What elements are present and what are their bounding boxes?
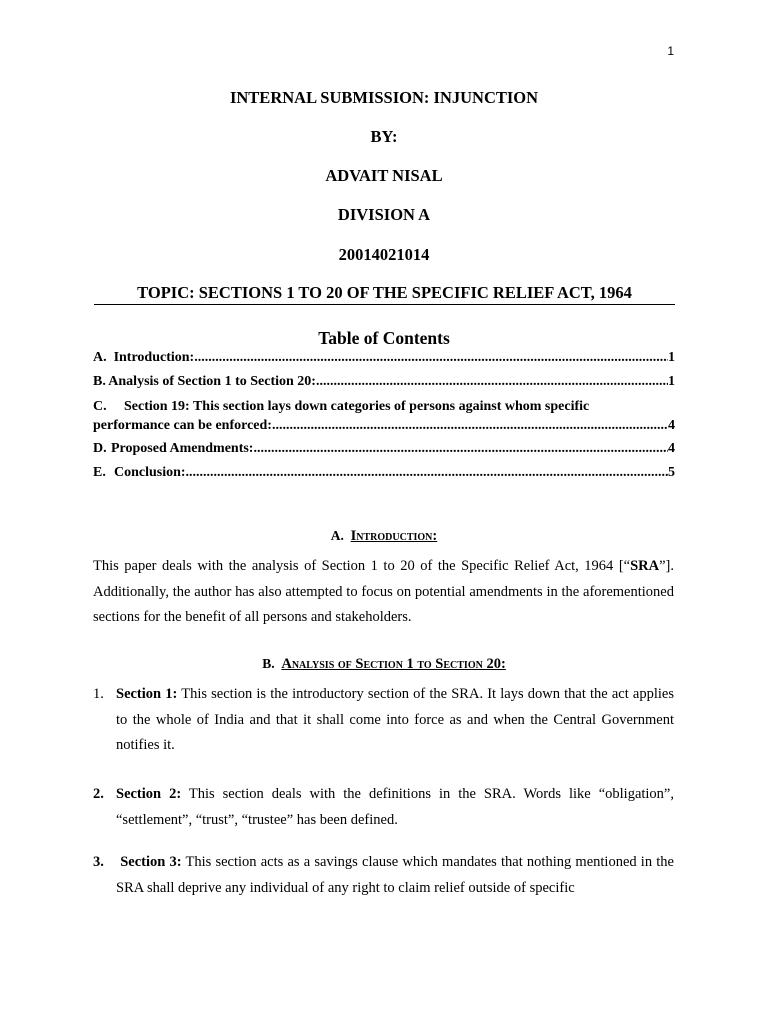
list-item-section-2: [93, 782, 674, 833]
toc-letter: B.: [93, 374, 106, 389]
toc-entry-text: performance can be enforced:: [93, 418, 272, 433]
toc-entry-line1: [93, 397, 675, 417]
page-number: 1: [667, 44, 674, 58]
toc-entry-text: Conclusion:: [113, 465, 186, 480]
toc-page: 1: [668, 350, 675, 365]
list-number: 2.: [93, 786, 104, 802]
author-name: ADVAIT NISAL: [325, 166, 443, 185]
toc-page: 4: [668, 418, 675, 433]
section-title: Introduction:: [350, 528, 438, 544]
sra-abbreviation: SRA: [630, 558, 660, 574]
toc-leader-dots: [194, 349, 668, 367]
toc-leader-dots: [186, 464, 668, 482]
list-item-section-3: [93, 850, 674, 901]
toc-letter: A.: [93, 350, 107, 365]
paragraph-text: ”]. Additionally, the author has also attempted to focus on potential amendments in the aforementioned sections for the benefit of all persons and stakeholders.: [93, 558, 674, 625]
list-number: 1.: [93, 686, 104, 702]
item-label: Section 1:: [116, 686, 178, 702]
toc-letter: C.: [93, 399, 107, 414]
by-line: BY:: [370, 127, 398, 146]
item-text: This section deals with the definitions in the SRA. Words like “obligation”, “settlement”, “trust”, “trustee” has been defined.: [116, 786, 674, 828]
toc-page: 5: [668, 465, 675, 480]
toc-entry-conclusion[interactable]: [93, 464, 675, 482]
toc-entry-introduction[interactable]: [93, 349, 675, 367]
item-label: Section 2:: [116, 786, 182, 802]
toc-leader-dots: [272, 417, 668, 435]
section-letter: B.: [262, 656, 275, 671]
item-label: Section 3:: [120, 854, 182, 870]
toc-entry-text: Section 19: This section lays down categories of persons against whom specific: [124, 399, 590, 414]
roll-number: 20014021014: [338, 245, 430, 264]
toc-entry-analysis[interactable]: [93, 373, 675, 391]
section-letter: A.: [330, 528, 344, 543]
introduction-paragraph: [93, 554, 674, 631]
toc-entry-text: Proposed Amendments:: [111, 441, 254, 456]
toc-letter: E.: [93, 465, 106, 480]
item-text: This section is the introductory section of the SRA. It lays down that the act applies to the whole of India and that it shall come into force as and when the Central Government notifies it.: [116, 686, 674, 753]
toc-entry-line2: [93, 417, 675, 435]
toc-entry-text: Introduction:: [113, 350, 195, 365]
list-item-section-1: [93, 682, 674, 759]
section-a-heading: [94, 528, 674, 545]
toc-page: 4: [668, 441, 675, 456]
toc-entry-section-19[interactable]: [93, 397, 675, 435]
section-title: Analysis of Section 1 to Section 20:: [281, 656, 506, 672]
topic-heading: TOPIC: SECTIONS 1 TO 20 OF THE SPECIFIC RELIEF ACT, 1964: [94, 283, 675, 305]
toc-letter: D.: [93, 441, 107, 456]
list-number: 3.: [93, 854, 104, 870]
toc-leader-dots: [253, 440, 668, 458]
toc-page: 1: [668, 374, 675, 389]
division: DIVISION A: [337, 205, 431, 224]
toc-entry-amendments[interactable]: [93, 440, 675, 458]
section-b-heading: [94, 656, 674, 673]
toc-leader-dots: [316, 373, 668, 391]
item-text: This section acts as a savings clause which mandates that nothing mentioned in the SRA shall deprive any individual of any right to claim relief outside of specific: [116, 854, 674, 896]
paragraph-text: This paper deals with the analysis of Section 1 to 20 of the Specific Relief Act, 1964 [“: [93, 558, 631, 574]
toc-title: Table of Contents: [318, 328, 450, 348]
toc-entry-text: Analysis of Section 1 to Section 20:: [108, 374, 316, 389]
document-title: INTERNAL SUBMISSION: INJUNCTION: [229, 88, 539, 107]
